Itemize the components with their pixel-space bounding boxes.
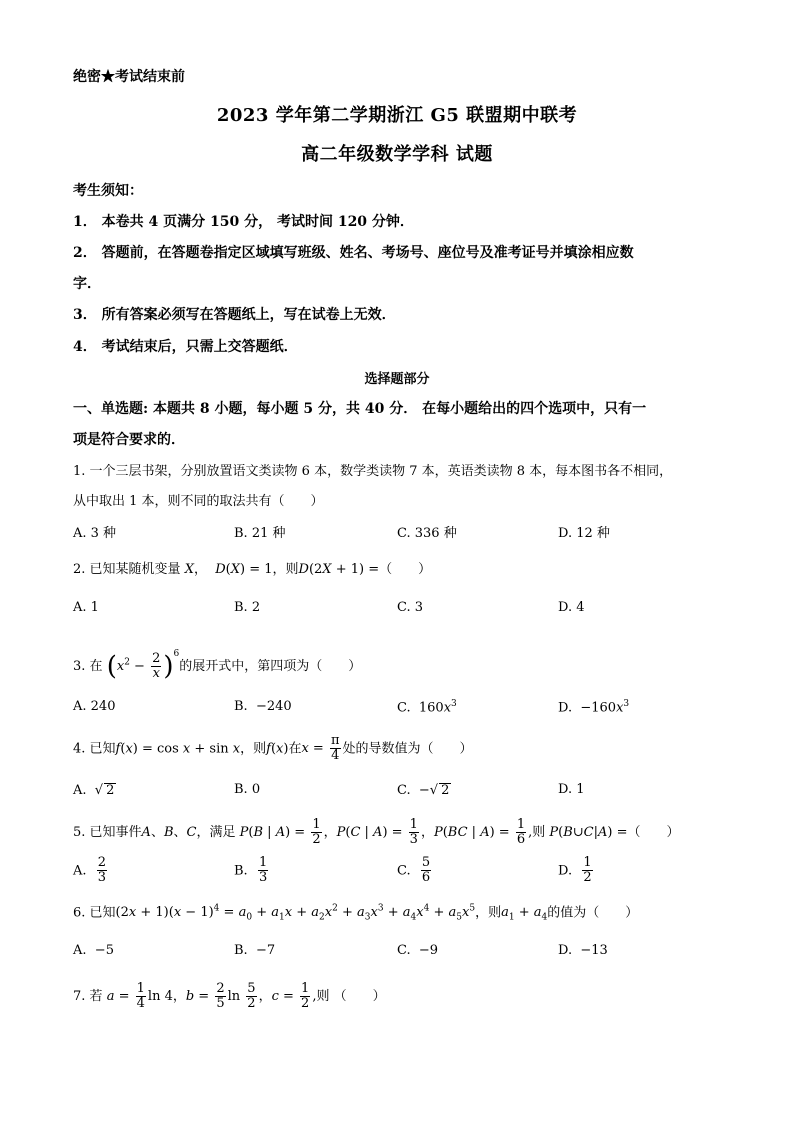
q2-formula: D(2X + 1) = [298,562,380,577]
secret-label: 绝密★考试结束前 [73,69,185,85]
question-6 [73,905,638,923]
q7-prefix: 7. 若 [73,989,103,1004]
q4-option-c: C. −√ 2 [397,783,450,798]
q2-formula: X [184,562,194,577]
q2-option-d: D. 4 [558,600,585,615]
q1-option-d: D. 12 种 [558,526,610,541]
q4-option-b: B. 0 [234,782,261,797]
q4-prefix: 4. 已知 [73,741,116,757]
q3-option-a: A. 240 [73,699,116,714]
q5-option-d: D. $\frac{1}{2}$ [558,855,592,886]
q6-formula: $(2x + 1)(x - 1)^4 = a_0 + a_1x + a_2x^2 + a_3x^3 + a_4x^4 + a_5x^5$ [115,904,476,923]
notice-item: 4． 考试结束后，只需上交答题纸． [73,339,298,355]
q1-option-a: A. 3 种 [73,526,117,541]
notice-heading: 考生须知： [73,183,143,199]
q3-formula: ($x^2$ − $\frac{2}{x}$ )$^6$ [106,649,180,682]
q6-option-c: C. −9 [397,943,439,958]
q6-option-a: A. −5 [73,943,114,958]
q4-mid2: 在 [288,741,302,757]
question-1-text: 1. 一个三层书架，分别放置语文类读物 6 本，数学类读物 7 本，英语类读物 8 本，每本图书各不相同， [73,464,673,479]
q3-option-b: B. −240 [234,699,292,714]
q7-tail: 则 （ ） [316,989,386,1004]
q4-mid: ，则 [240,741,267,757]
section-intro: 一、单选题: 本题共 8 小题，每小题 5 分，共 40 分． 在每小题给出的四个选项中，只有一 [73,401,647,417]
q7-formula: a = $\frac{1}{4}$ ln 4，b = $\frac{2}{5}$ ln $\frac{5}{2}$ ，c = $\frac{1}{2}$ , [106,980,317,1011]
notice-item: 2． 答题前，在答题卷指定区域填写班级、姓名、考场号、座位号及准考证号并填涂相应数 [73,245,634,261]
q6-option-d: D. −13 [558,943,608,958]
section-heading: 选择题部分 [364,372,430,387]
question-3 [73,634,362,682]
q3-option-c: C. $160x^3$ [397,699,457,716]
q3-suffix: 的展开式中，第四项为（ ） [179,659,362,674]
q6-formula: $a_1 + a_4$ [501,905,548,923]
q5-formula: P(B | A) = $\frac{1}{2}$ ，P(C | A) = $\frac{1}{3}$ ，P(BC | A) = $\frac{1}{6}$ ,则 P(B∪C|A) = [239,816,628,847]
q5-formula: A、B、C [141,825,197,840]
q4-formula: f(x) = cos x + sin x [115,741,241,757]
q1-option-b: B. 21 种 [234,526,286,541]
question-4 [73,734,473,764]
question-1-text: 从中取出 1 本，则不同的取法共有（ ） [73,494,324,509]
q1-option-c: C. 336 种 [397,526,457,541]
q5-mid: ，满足 [196,825,236,840]
notice-item: 3． 所有答案必须写在答题纸上，写在试卷上无效． [73,307,396,323]
q5-tail: （ ） [627,825,680,840]
q2-tail: （ ） [379,562,432,577]
question-7 [73,980,386,1014]
q2-option-b: B. 2 [234,600,261,615]
q2-suffix: ，则 [272,562,299,577]
q6-option-b: B. −7 [234,943,276,958]
q3-option-d: D. $-160x^3$ [558,699,630,716]
q6-mid: ，则 [475,905,502,921]
q4-suffix: 处的导数值为（ ） [342,741,473,757]
q2-prefix: 2. 已知某随机变量 [73,562,181,577]
q4-formula: f(x) [266,741,289,757]
q2-option-c: C. 3 [397,600,424,615]
question-2: 2. 已知某随机变量 X， D(X) = 1，则D(2X + 1) =（ ） [73,562,432,577]
q3-prefix: 3. 在 [73,659,103,674]
q4-option-d: D. 1 [558,782,585,797]
q5-option-a: A. $\frac{2}{3}$ [73,855,107,886]
notice-item: 1． 本卷共 4 页满分 150 分， 考试时间 120 分钟． [73,214,414,230]
exam-title: 2023 学年第二学期浙江 G5 联盟期中联考 [216,105,578,126]
notice-item: 字． [73,276,101,292]
q5-option-c: C. $\frac{5}{6}$ [397,855,431,886]
q4-option-a: A. √ 2 [73,783,115,798]
section-intro: 项是符合要求的． [73,432,185,448]
q6-suffix: 的值为（ ） [547,905,639,921]
q5-option-b: B. $\frac{1}{3}$ [234,855,268,886]
q5-prefix: 5. 已知事件 [73,825,142,840]
question-5 [73,816,680,850]
exam-subtitle: 高二年级数学学科 试题 [301,144,493,165]
q2-option-a: A. 1 [73,600,99,615]
q6-prefix: 6. 已知 [73,905,116,921]
q2-formula: D(X) = 1 [215,562,273,577]
q4-formula: x = $\frac{\pi}{4}$ [301,733,340,764]
